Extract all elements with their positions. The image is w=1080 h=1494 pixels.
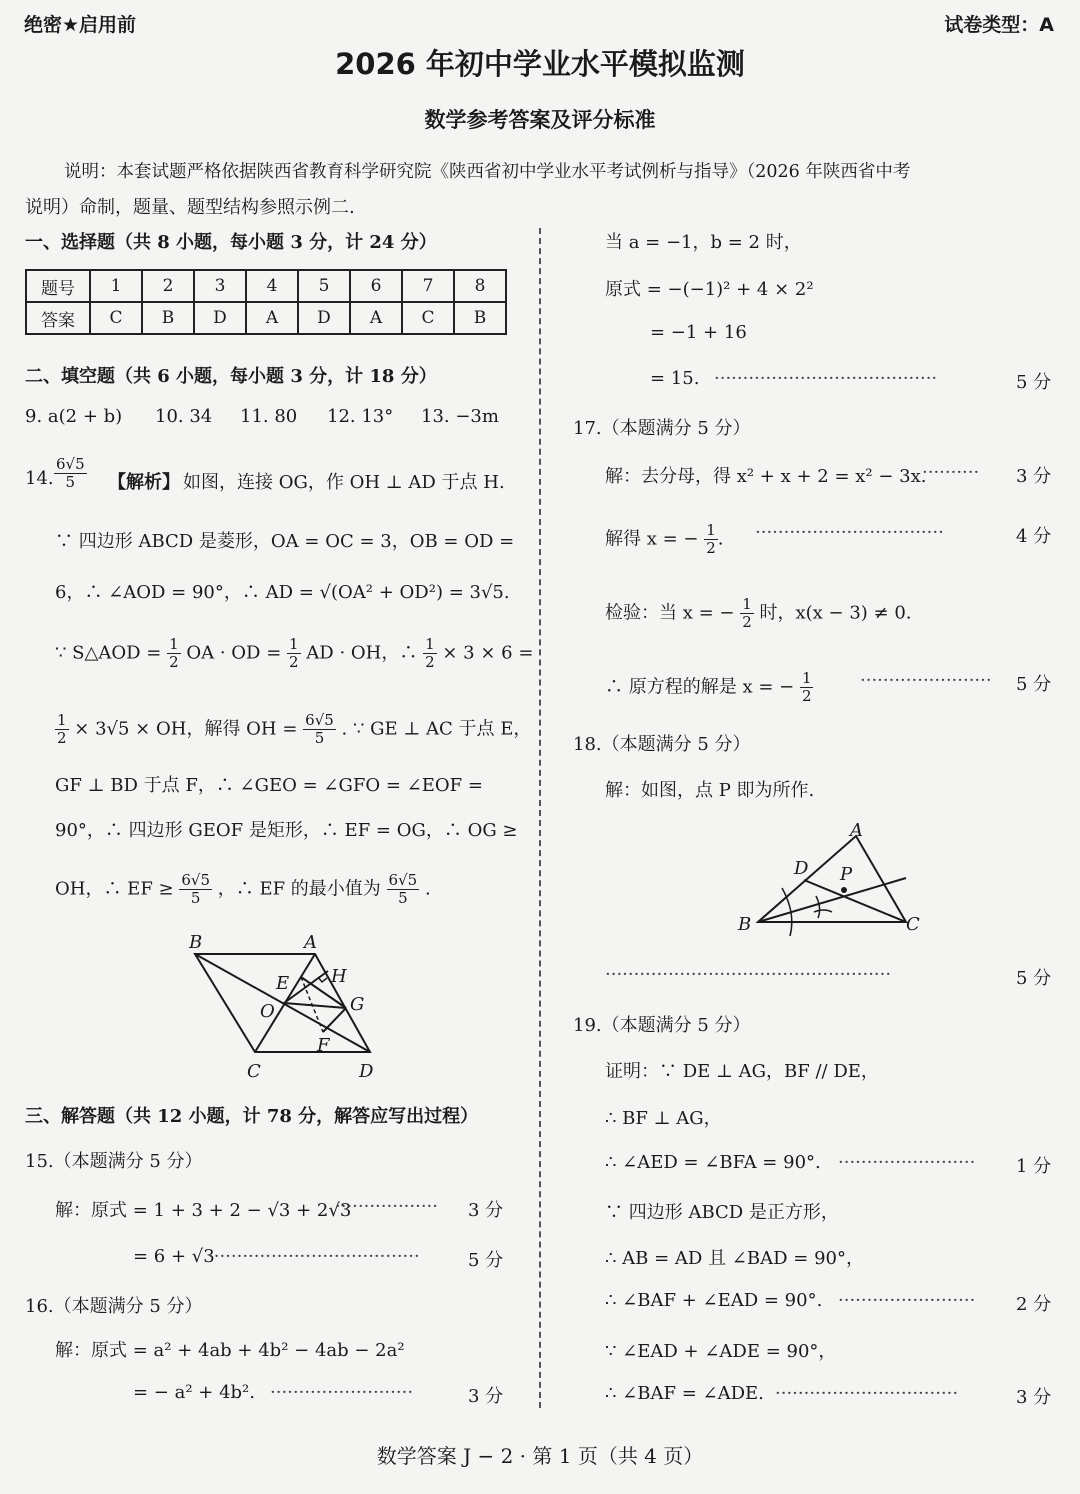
label-h: H (331, 966, 347, 987)
frac-num: 6√5 (305, 711, 334, 729)
q19-step-5: ∴ AB = AD 且 ∠BAD = 90°， (605, 1248, 864, 1269)
point-p (841, 887, 847, 893)
q14-l5b: . ∵ GE ⊥ AC 于点 E， (341, 718, 532, 740)
table-cell: 7 (402, 270, 454, 302)
table-cell: 1 (90, 270, 142, 302)
q19-score-6: 2 分 (1016, 1294, 1052, 1315)
q14-line-8 (55, 872, 431, 907)
q17-s3a: 检验：当 x = − (605, 602, 735, 624)
table-cell: 答案 (26, 302, 90, 334)
confidential-label: 绝密★启用前 (24, 14, 137, 36)
label-e: E (276, 973, 290, 994)
q14-answer-fraction (54, 456, 87, 491)
frac-den: 5 (190, 889, 201, 907)
table-cell: A (246, 302, 298, 334)
q19-step-8: ∴ ∠BAF = ∠ADE. (605, 1383, 764, 1404)
q19-score-3: 1 分 (1016, 1156, 1052, 1177)
frac-den: 5 (314, 729, 325, 747)
frac-num: 1 (706, 521, 716, 539)
q17-s3b: 时，x(x − 3) ≠ 0. (759, 602, 912, 624)
q15-score-2: 5 分 (468, 1250, 504, 1271)
q14-line-3: 6，∴ ∠AOD = 90°，∴ AD = √(OA² + OD²) = 3√5. (55, 582, 510, 603)
table-cell: 2 (142, 270, 194, 302)
q19-step-4: ∵ 四边形 ABCD 是正方形， (605, 1202, 839, 1223)
q16-step-3: 当 a = −1，b = 2 时， (605, 232, 802, 253)
frac-den: 2 (801, 687, 812, 705)
half-fraction (287, 636, 301, 671)
table-cell: B (454, 302, 506, 334)
frac-den: 2 (742, 613, 752, 631)
label-f: F (317, 1035, 330, 1056)
q17-score-4: 5 分 (1016, 674, 1052, 695)
q16-step-6: = 15. (650, 368, 700, 389)
q19-step-1: 证明：∵ DE ⊥ AG，BF // DE， (605, 1061, 879, 1082)
frac-num: 1 (57, 711, 67, 729)
table-cell: 4 (246, 270, 298, 302)
q18-score: 5 分 (1016, 968, 1052, 989)
dot-leader: ······································· (714, 368, 938, 389)
q15-head: 15.（本题满分 5 分） (25, 1151, 203, 1172)
q17-s4-text: ∴ 原方程的解是 x = − (605, 676, 795, 698)
half-fraction (55, 712, 69, 747)
dot-leader: ·················································· (605, 964, 892, 985)
angle-bisector-b (758, 878, 906, 922)
frac-den: 5 (398, 889, 408, 907)
frac-num: 1 (801, 669, 812, 687)
q14-l4d: × 3 × 6 = (442, 642, 534, 664)
frac-num: 1 (169, 635, 179, 653)
q14-line-1: 如图，连接 OG，作 OH ⊥ AD 于点 H. (183, 472, 505, 493)
neg-half-fraction (740, 596, 754, 631)
frac-den: 2 (169, 653, 179, 671)
q14-l8b: ，∴ EF 的最小值为 (217, 878, 381, 900)
arc-mark (782, 888, 792, 936)
rhombus-figure (180, 928, 400, 1088)
label-d: D (794, 858, 809, 879)
q14-line-7: 90°，∴ 四边形 GEOF 是矩形，∴ EF = OG，∴ OG ≥ (55, 820, 518, 841)
q16-step-1: 解：原式 = a² + 4ab + 4b² − 4ab − 2a² (55, 1340, 405, 1361)
q17-step-4 (605, 670, 813, 705)
dot-leader: ······················· (860, 670, 992, 691)
q19-score-8: 3 分 (1016, 1387, 1052, 1408)
table-cell: C (90, 302, 142, 334)
column-divider (539, 228, 541, 1408)
q16-step-4: 原式 = −(−1)² + 4 × 2² (605, 279, 814, 300)
page-title: 2026 年初中学业水平模拟监测 (335, 47, 745, 81)
oh-fraction (303, 712, 336, 747)
page-footer: 数学答案 J − 2 · 第 1 页（共 4 页） (376, 1444, 704, 1468)
half-fraction (167, 636, 181, 671)
ef-fraction (179, 872, 212, 907)
q17-score-1: 3 分 (1016, 466, 1052, 487)
segment-oh (284, 971, 328, 1003)
table-cell: A (350, 302, 402, 334)
q14-line-2: ∵ 四边形 ABCD 是菱形，OA = OC = 3，OB = OD = (55, 531, 515, 552)
fill-answer-13: 13. −3m (421, 406, 499, 427)
q17-head: 17.（本题满分 5 分） (573, 418, 751, 439)
q19-head: 19.（本题满分 5 分） (573, 1015, 751, 1036)
section2-title: 二、填空题（共 6 小题，每小题 3 分，计 18 分） (25, 366, 437, 387)
q17-step-2 (605, 522, 724, 557)
label-o: O (260, 1001, 275, 1022)
section1-title: 一、选择题（共 8 小题，每小题 3 分，计 24 分） (25, 232, 437, 253)
note-line-1: 说明：本套试题严格依据陕西省教育科学研究院《陕西省初中学业水平考试例析与指导》（2026 年陕西省中考 (64, 162, 911, 182)
q16-step-2: = − a² + 4b². (133, 1382, 255, 1403)
note-line-2: 说明）命制，题量、题型结构参照示例二. (25, 197, 355, 218)
table-row (26, 270, 506, 302)
q16-step-5: = −1 + 16 (650, 322, 747, 343)
table-cell: 8 (454, 270, 506, 302)
q16-score-6: 5 分 (1016, 372, 1052, 393)
construction-arcs (814, 896, 832, 918)
label-a: A (304, 932, 317, 953)
table-cell: D (194, 302, 246, 334)
dot-leader: ································ (775, 1383, 959, 1404)
fill-answer-9: 9. a(2 + b) (25, 406, 123, 427)
q14-jiexi: 【解析】 (108, 472, 180, 493)
q19-step-6: ∴ ∠BAF + ∠EAD = 90°. (605, 1290, 823, 1311)
frac-num: 1 (289, 635, 299, 653)
dot-leader: ·················· (335, 1196, 438, 1217)
table-cell: 题号 (26, 270, 90, 302)
q14-label: 14. (25, 468, 54, 489)
table-cell: D (298, 302, 350, 334)
q18-step-1: 解：如图，点 P 即为所作. (605, 780, 815, 801)
section3-title: 三、解答题（共 12 小题，计 78 分，解答应写出过程） (25, 1106, 479, 1127)
q17-s2-text: 解得 x = − (605, 528, 699, 550)
segment-og (284, 1003, 346, 1008)
dot-leader: ································· (755, 522, 944, 543)
label-g: G (350, 994, 365, 1015)
q17-step-3 (605, 596, 912, 631)
q14-l5a: × 3√5 × OH，解得 OH = (74, 718, 298, 740)
q14-line-5 (55, 712, 531, 747)
label-c: C (247, 1061, 261, 1082)
q14-l4c: AD · OH，∴ (306, 642, 418, 664)
paper-type-label: 试卷类型：A (944, 14, 1054, 36)
q14-l8a: OH，∴ EF ≥ (55, 878, 174, 900)
q14-l8c: . (424, 878, 431, 900)
q19-step-3: ∴ ∠AED = ∠BFA = 90°. (605, 1152, 821, 1173)
q16-score-2: 3 分 (468, 1386, 504, 1407)
q18-head: 18.（本题满分 5 分） (573, 734, 751, 755)
frac-num: 1 (425, 635, 435, 653)
label-a: A (850, 820, 863, 841)
label-p: P (840, 864, 853, 885)
segment-fg (323, 1008, 346, 1032)
frac-num: 1 (742, 595, 752, 613)
label-d: D (359, 1061, 374, 1082)
ef-min-fraction (387, 872, 420, 907)
q15-step-2: = 6 + √3 (133, 1246, 215, 1267)
dot-leader: ························ (838, 1152, 976, 1173)
table-cell: 5 (298, 270, 350, 302)
table-cell: C (402, 302, 454, 334)
triangle-figure (730, 818, 930, 938)
triangle-abc (758, 836, 906, 922)
period: . (717, 528, 724, 550)
dot-leader: ····································· (208, 1246, 420, 1267)
table-cell: 3 (194, 270, 246, 302)
frac-den: 2 (289, 653, 299, 671)
dot-leader: ························· (270, 1382, 414, 1403)
frac-den: 2 (706, 539, 716, 557)
label-b: B (738, 914, 752, 935)
neg-half-fraction (704, 522, 718, 557)
q16-head: 16.（本题满分 5 分） (25, 1296, 203, 1317)
table-cell: B (142, 302, 194, 334)
half-fraction (423, 636, 437, 671)
table-row (26, 302, 506, 334)
neg-half-fraction (800, 670, 814, 705)
dot-leader: ·········· (922, 462, 980, 483)
label-c: C (906, 914, 920, 935)
q14-l4a: ∵ S△AOD = (55, 642, 162, 664)
fill-answer-10: 10. 34 (155, 406, 213, 427)
q19-step-7: ∵ ∠EAD + ∠ADE = 90°， (605, 1341, 837, 1362)
right-angle-mark (318, 977, 327, 982)
q19-step-2: ∴ BF ⊥ AG， (605, 1108, 722, 1129)
q15-score-1: 3 分 (468, 1200, 504, 1221)
frac-num: 6√5 (56, 455, 85, 473)
fill-answer-11: 11. 80 (240, 406, 298, 427)
frac-num: 6√5 (388, 871, 418, 889)
frac-num: 6√5 (181, 871, 210, 889)
frac-den: 2 (57, 729, 67, 747)
dot-leader: ························ (838, 1290, 976, 1311)
q14-line-6: GF ⊥ BD 于点 F，∴ ∠GEO = ∠GFO = ∠EOF = (55, 775, 483, 796)
label-b: B (189, 932, 203, 953)
choice-answer-table (25, 269, 507, 335)
q17-score-2: 4 分 (1016, 526, 1052, 547)
fill-answer-12: 12. 13° (327, 406, 394, 427)
q14-line-4 (55, 636, 533, 671)
table-cell: 6 (350, 270, 402, 302)
q14-l4b: OA · OD = (186, 642, 282, 664)
q17-step-1: 解：去分母，得 x² + x + 2 = x² − 3x. (605, 466, 927, 487)
frac-den: 2 (425, 653, 435, 671)
page-subtitle: 数学参考答案及评分标准 (424, 108, 656, 132)
q15-step-1: 解：原式 = 1 + 3 + 2 − √3 + 2√3 (55, 1200, 352, 1221)
frac-den: 5 (65, 473, 76, 491)
